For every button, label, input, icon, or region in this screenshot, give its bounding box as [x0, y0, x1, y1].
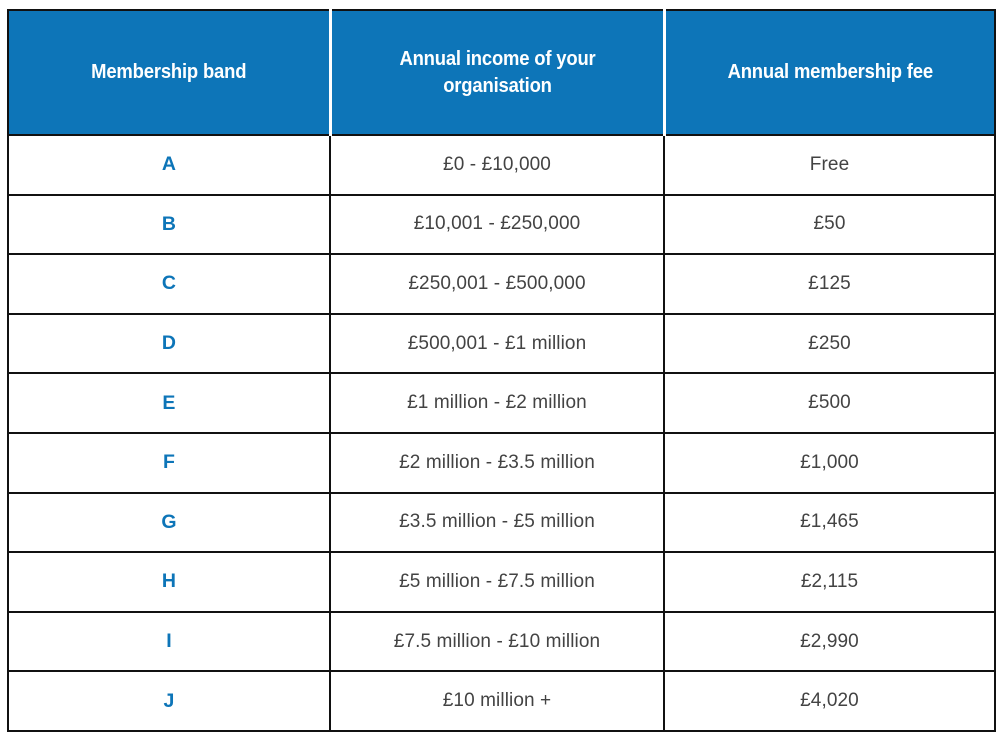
table-row: [8, 135, 995, 195]
cell-annual-fee: Free: [664, 135, 995, 195]
table-row: [8, 254, 995, 314]
cell-membership-band: C: [8, 254, 330, 314]
table-body: [8, 135, 995, 731]
column-header-annual-income: [330, 10, 664, 135]
column-header-annual-fee: [664, 10, 995, 135]
cell-membership-band: H: [8, 552, 330, 612]
table-row: [8, 671, 995, 731]
table-row: [8, 373, 995, 433]
cell-annual-income: £2 million - £3.5 million: [330, 433, 664, 493]
fee-table-container: [7, 9, 996, 732]
cell-annual-income: £500,001 - £1 million: [330, 314, 664, 374]
cell-membership-band: I: [8, 612, 330, 672]
table-row: [8, 195, 995, 255]
table-row: [8, 433, 995, 493]
cell-membership-band: D: [8, 314, 330, 374]
cell-membership-band: J: [8, 671, 330, 731]
table-row: [8, 314, 995, 374]
cell-annual-fee: £500: [664, 373, 995, 433]
cell-annual-income: £250,001 - £500,000: [330, 254, 664, 314]
column-header-membership-band-label: Membership band: [91, 60, 247, 84]
cell-annual-fee: £2,990: [664, 612, 995, 672]
cell-annual-fee: £4,020: [664, 671, 995, 731]
column-header-annual-income-label: Annual income of your organisation: [398, 47, 596, 97]
cell-annual-fee: £2,115: [664, 552, 995, 612]
cell-annual-income: £5 million - £7.5 million: [330, 552, 664, 612]
cell-annual-income: £10,001 - £250,000: [330, 195, 664, 255]
membership-fee-table: [7, 9, 996, 732]
cell-annual-fee: £250: [664, 314, 995, 374]
table-header-row: [8, 10, 995, 135]
cell-membership-band: G: [8, 493, 330, 553]
cell-annual-fee: £1,465: [664, 493, 995, 553]
cell-membership-band: B: [8, 195, 330, 255]
table-row: [8, 552, 995, 612]
column-header-membership-band: [8, 10, 330, 135]
cell-annual-fee: £125: [664, 254, 995, 314]
cell-membership-band: A: [8, 135, 330, 195]
table-row: [8, 612, 995, 672]
column-header-annual-fee-label: Annual membership fee: [727, 60, 933, 84]
cell-annual-fee: £50: [664, 195, 995, 255]
cell-membership-band: F: [8, 433, 330, 493]
cell-annual-income: £10 million +: [330, 671, 664, 731]
table-row: [8, 493, 995, 553]
cell-annual-income: £1 million - £2 million: [330, 373, 664, 433]
cell-annual-income: £3.5 million - £5 million: [330, 493, 664, 553]
cell-annual-income: £7.5 million - £10 million: [330, 612, 664, 672]
cell-annual-income: £0 - £10,000: [330, 135, 664, 195]
cell-membership-band: E: [8, 373, 330, 433]
table-header: [8, 10, 995, 135]
cell-annual-fee: £1,000: [664, 433, 995, 493]
